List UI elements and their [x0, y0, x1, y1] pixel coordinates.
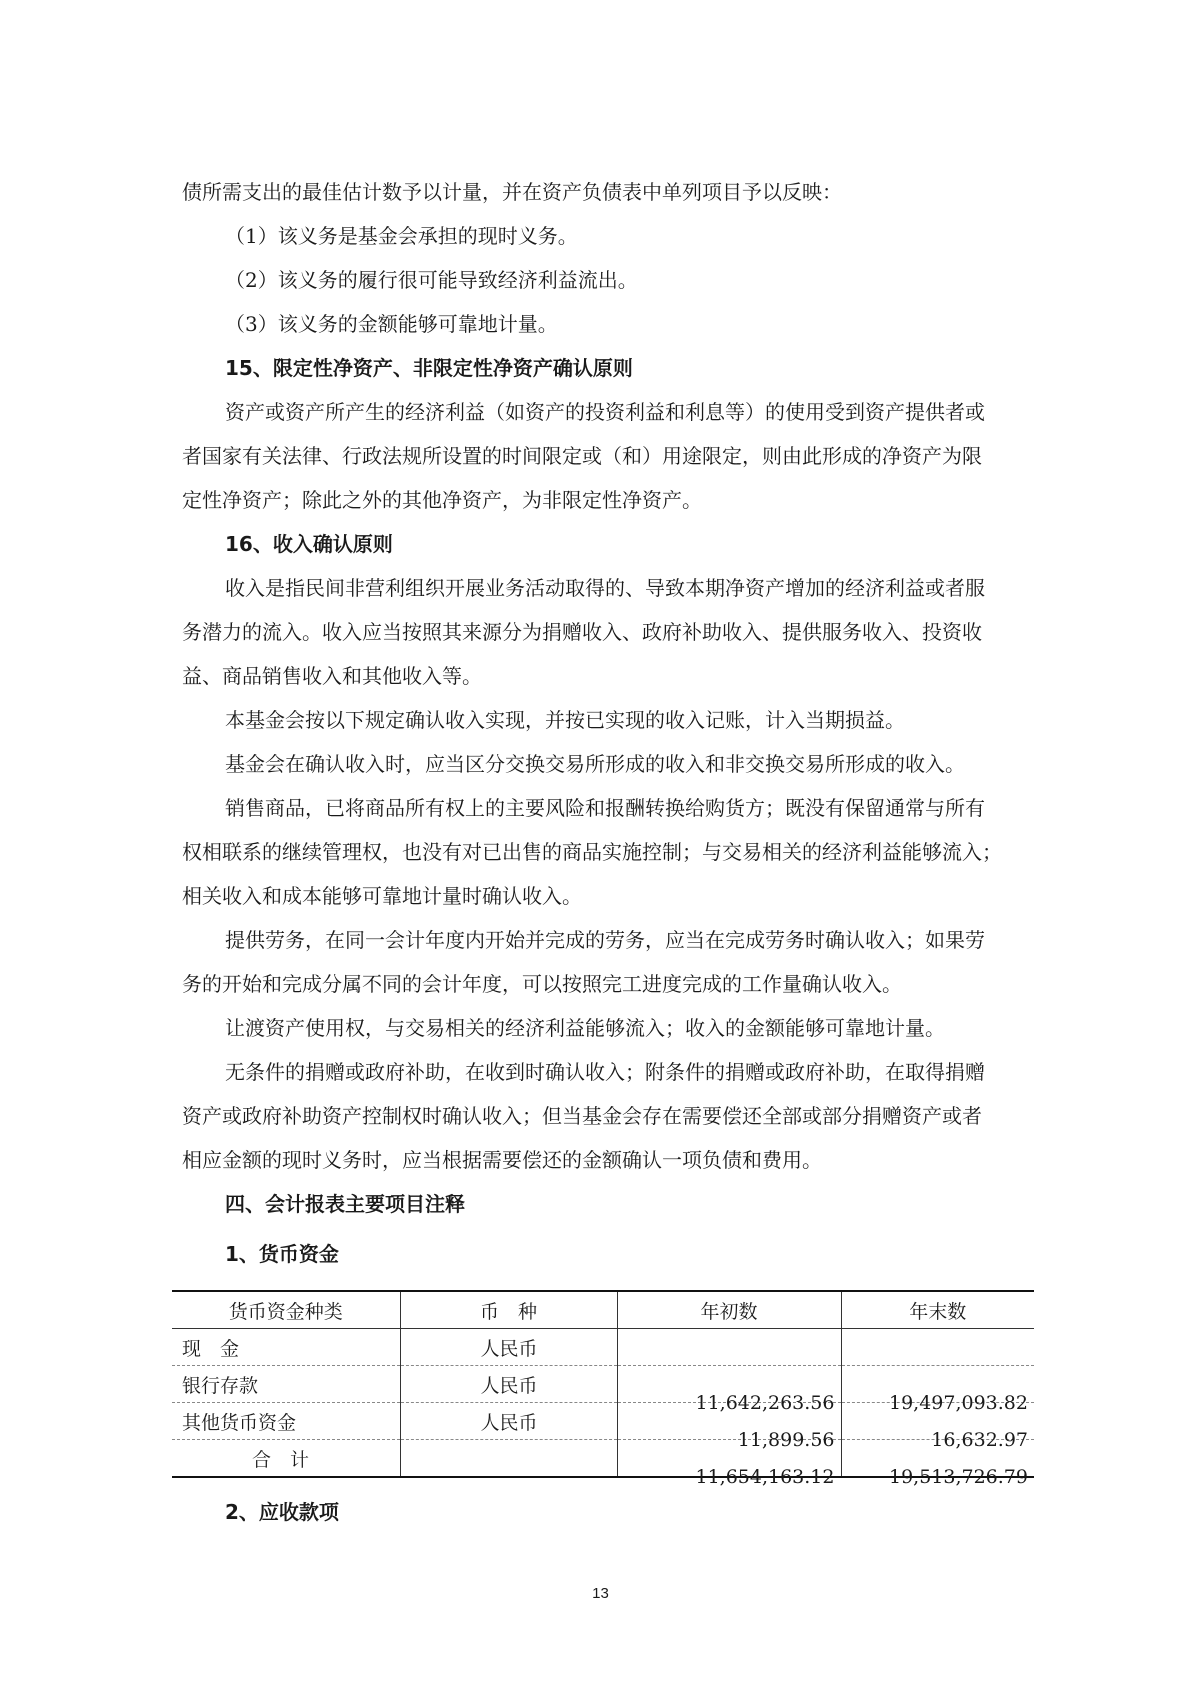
paragraph: 基金会在确认收入时，应当区分交换交易所形成的收入和非交换交易所形成的收入。 [225, 752, 965, 776]
subsection-heading-receivables: 2、应收款项 [225, 1500, 339, 1524]
list-item: （1）该义务是基金会承担的现时义务。 [225, 224, 578, 248]
paragraph: 相应金额的现时义务时，应当根据需要偿还的金额确认一项负债和费用。 [182, 1148, 822, 1172]
table-row [172, 1329, 1034, 1366]
paragraph: 收入是指民间非营利组织开展业务活动取得的、导致本期净资产增加的经济利益或者服 [225, 576, 985, 600]
section-heading-16: 16、收入确认原则 [225, 532, 393, 556]
paragraph: 权相联系的继续管理权，也没有对已出售的商品实施控制；与交易相关的经济利益能够流入； [182, 840, 1002, 864]
cash-funds-table [172, 1290, 1034, 1488]
paragraph: 无条件的捐赠或政府补助，在收到时确认收入；附条件的捐赠或政府补助，在取得捐赠 [225, 1060, 985, 1084]
fund-type-cell: 银行存款 [172, 1366, 400, 1403]
paragraph: 相关收入和成本能够可靠地计量时确认收入。 [182, 884, 582, 908]
currency-cell [400, 1440, 617, 1478]
list-item: （2）该义务的履行很可能导致经济利益流出。 [225, 268, 638, 292]
end-amount-cell [841, 1329, 1034, 1366]
total-label-cell: 合 计 [172, 1440, 400, 1478]
column-header: 币 种 [400, 1291, 617, 1329]
table-total-row [172, 1440, 1034, 1478]
end-amount-cell: 19,497,093.82 [841, 1366, 1034, 1403]
fund-type-cell: 其他货币资金 [172, 1403, 400, 1440]
begin-amount-cell: 11,899.56 [617, 1403, 841, 1440]
paragraph: 资产或政府补助资产控制权时确认收入；但当基金会存在需要偿还全部或部分捐赠资产或者 [182, 1104, 982, 1128]
list-item: （3）该义务的金额能够可靠地计量。 [225, 312, 558, 336]
begin-amount-cell [617, 1329, 841, 1366]
section-heading-15: 15、限定性净资产、非限定性净资产确认原则 [225, 356, 633, 380]
fund-type-cell: 现 金 [172, 1329, 400, 1366]
currency-cell: 人民币 [400, 1403, 617, 1440]
paragraph: 债所需支出的最佳估计数予以计量，并在资产负债表中单列项目予以反映： [182, 180, 842, 204]
table-row [172, 1366, 1034, 1403]
paragraph: 者国家有关法律、行政法规所设置的时间限定或（和）用途限定，则由此形成的净资产为限 [182, 444, 982, 468]
end-total-cell: 19,513,726.79 [841, 1440, 1034, 1478]
body-text [182, 170, 1027, 1276]
paragraph: 资产或资产所产生的经济利益（如资产的投资利益和利息等）的使用受到资产提供者或 [225, 400, 985, 424]
paragraph: 务的开始和完成分属不同的会计年度，可以按照完工进度完成的工作量确认收入。 [182, 972, 902, 996]
page-number: 13 [592, 1585, 609, 1602]
paragraph: 益、商品销售收入和其他收入等。 [182, 664, 482, 688]
paragraph: 提供劳务，在同一会计年度内开始并完成的劳务，应当在完成劳务时确认收入；如果劳 [225, 928, 985, 952]
paragraph: 本基金会按以下规定确认收入实现，并按已实现的收入记账，计入当期损益。 [225, 708, 905, 732]
currency-cell: 人民币 [400, 1366, 617, 1403]
subsection-heading-cash: 1、货币资金 [225, 1242, 339, 1266]
column-header: 年末数 [841, 1291, 1034, 1329]
column-header: 年初数 [617, 1291, 841, 1329]
paragraph: 务潜力的流入。收入应当按照其来源分为捐赠收入、政府补助收入、提供服务收入、投资收 [182, 620, 982, 644]
section-heading-4: 四、会计报表主要项目注释 [225, 1192, 465, 1216]
paragraph: 销售商品，已将商品所有权上的主要风险和报酬转换给购货方；既没有保留通常与所有 [225, 796, 985, 820]
begin-amount-cell: 11,642,263.56 [617, 1366, 841, 1403]
begin-total-cell: 11,654,163.12 [617, 1440, 841, 1478]
end-amount-cell: 16,632.97 [841, 1403, 1034, 1440]
currency-cell: 人民币 [400, 1329, 617, 1366]
column-header: 货币资金种类 [172, 1291, 400, 1329]
paragraph: 定性净资产；除此之外的其他净资产，为非限定性净资产。 [182, 488, 702, 512]
table-header-row [172, 1291, 1034, 1329]
paragraph: 让渡资产使用权，与交易相关的经济利益能够流入；收入的金额能够可靠地计量。 [225, 1016, 945, 1040]
